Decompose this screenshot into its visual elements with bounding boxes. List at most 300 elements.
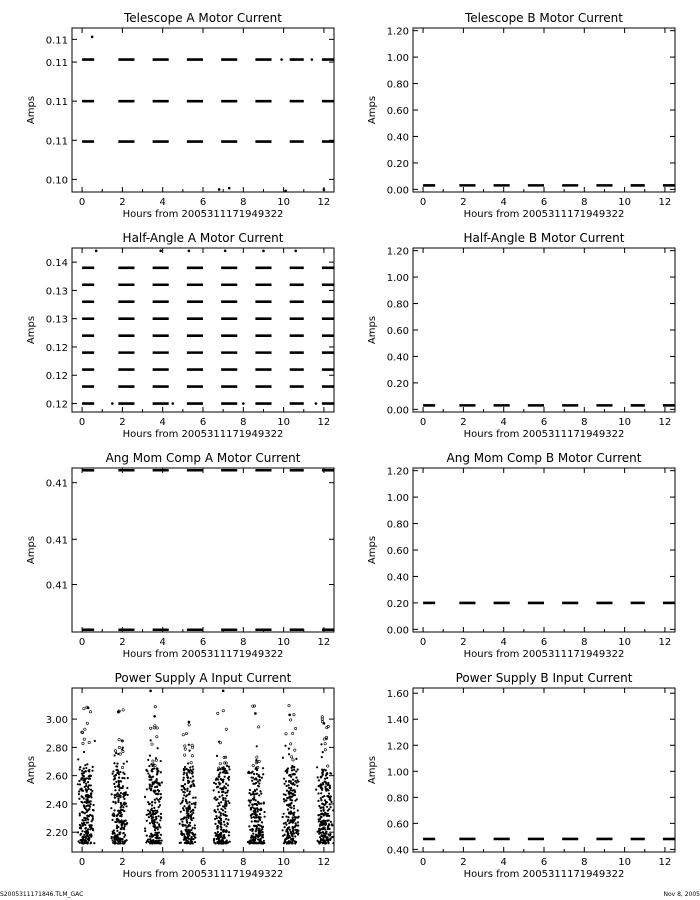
data-point	[155, 759, 157, 761]
x-tick-label: 8	[240, 857, 247, 868]
data-point	[115, 837, 117, 839]
data-point	[218, 802, 220, 804]
data-point	[83, 819, 85, 821]
data-point	[86, 794, 88, 796]
data-point	[286, 789, 288, 791]
y-tick-label: 0.60	[386, 546, 409, 557]
data-point	[321, 769, 323, 771]
chart-title: Ang Mom Comp A Motor Current	[105, 451, 301, 465]
data-point	[184, 835, 186, 837]
data-point	[85, 767, 87, 769]
data-point	[81, 777, 83, 779]
data-point	[258, 782, 260, 784]
data-point	[222, 831, 224, 833]
data-point	[154, 802, 156, 804]
data-point	[291, 834, 293, 836]
data-point	[291, 796, 293, 798]
data-point	[220, 819, 222, 821]
data-point	[292, 821, 294, 823]
data-point	[112, 815, 114, 817]
data-point	[86, 722, 88, 724]
data-point	[117, 814, 119, 816]
data-point	[320, 792, 322, 794]
data-point	[127, 777, 129, 779]
data-point	[90, 836, 92, 838]
x-tick-label: 10	[618, 197, 631, 208]
data-point	[157, 747, 159, 749]
data-point	[280, 58, 283, 61]
data-point	[117, 801, 119, 803]
data-point	[88, 838, 90, 840]
data-point	[222, 797, 224, 799]
data-point	[254, 803, 256, 805]
data-point	[156, 727, 158, 729]
panel-4	[26, 451, 334, 660]
data-point	[152, 822, 154, 824]
data-point	[248, 825, 250, 827]
data-point	[250, 814, 252, 816]
data-point	[187, 770, 189, 772]
data-point	[219, 823, 221, 825]
x-tick-label: 12	[317, 637, 331, 648]
data-point	[330, 772, 332, 774]
data-point	[86, 811, 88, 813]
data-point	[291, 793, 293, 795]
y-tick-label: 1.20	[386, 466, 409, 478]
data-point	[192, 783, 194, 785]
data-point	[320, 783, 322, 785]
data-point	[151, 842, 153, 844]
data-point	[123, 828, 125, 830]
data-point	[184, 766, 186, 768]
data-point	[124, 801, 126, 803]
data-point	[157, 837, 159, 839]
data-point	[118, 784, 120, 786]
data-point	[184, 783, 186, 785]
data-point	[227, 819, 229, 821]
data-point	[297, 821, 299, 823]
data-point	[189, 822, 191, 824]
data-point	[222, 813, 224, 815]
data-point	[260, 837, 262, 839]
data-point	[288, 748, 290, 750]
data-point	[321, 834, 323, 836]
data-point	[286, 837, 288, 839]
data-point	[213, 789, 215, 791]
data-point	[219, 796, 221, 798]
data-point	[215, 783, 217, 785]
data-point	[156, 736, 158, 738]
data-point	[123, 842, 125, 844]
data-point	[187, 810, 189, 812]
data-point	[147, 772, 149, 774]
data-point	[190, 829, 192, 831]
x-axis-label: Hours from 2005311171949322	[463, 649, 625, 660]
data-point	[283, 813, 285, 815]
data-point	[285, 815, 287, 817]
data-point	[146, 820, 148, 822]
data-point	[150, 763, 152, 765]
data-point	[156, 785, 158, 787]
data-point	[123, 777, 125, 779]
data-point	[324, 803, 326, 805]
data-point	[258, 816, 260, 818]
data-point	[287, 827, 289, 829]
data-point	[120, 802, 122, 804]
data-point	[242, 402, 245, 405]
data-point	[94, 740, 96, 742]
data-point	[156, 768, 158, 770]
data-point	[295, 822, 297, 824]
data-point	[156, 781, 158, 783]
data-point	[149, 822, 151, 824]
data-point	[320, 813, 322, 815]
data-point	[320, 832, 322, 834]
data-point	[88, 770, 90, 772]
data-point	[256, 778, 258, 780]
data-point	[219, 762, 221, 764]
data-point	[220, 801, 222, 803]
data-point	[290, 782, 292, 784]
data-point	[123, 763, 125, 765]
data-point	[82, 811, 84, 813]
data-point	[257, 824, 259, 826]
data-point	[261, 842, 263, 844]
data-point	[225, 818, 227, 820]
data-point	[220, 828, 222, 830]
data-point	[183, 794, 185, 796]
x-tick-label: 10	[618, 417, 631, 428]
data-point	[228, 768, 230, 770]
data-point	[320, 743, 322, 745]
data-point	[150, 814, 152, 816]
data-point	[223, 821, 225, 823]
data-point	[192, 817, 194, 819]
data-point	[159, 819, 161, 821]
data-point	[127, 794, 129, 796]
y-axis-label: Amps	[26, 535, 37, 565]
data-point	[154, 790, 156, 792]
x-tick-label: 8	[581, 857, 588, 868]
data-point	[327, 833, 329, 835]
data-point	[293, 784, 295, 786]
data-point	[257, 809, 259, 811]
data-point	[115, 781, 117, 783]
plot-frame	[413, 28, 675, 192]
data-point	[224, 250, 227, 253]
data-point	[156, 810, 158, 812]
data-point	[225, 825, 227, 827]
data-point	[157, 828, 159, 830]
data-point	[154, 786, 156, 788]
data-point	[114, 786, 116, 788]
data-point	[326, 788, 328, 790]
data-point	[254, 789, 256, 791]
data-point	[113, 762, 115, 764]
data-point	[191, 755, 193, 757]
data-point	[184, 838, 186, 840]
data-point	[116, 795, 118, 797]
data-point	[157, 793, 159, 795]
data-point	[256, 788, 258, 790]
data-point	[191, 803, 193, 805]
data-point	[160, 842, 162, 844]
data-point	[116, 763, 118, 765]
data-point	[292, 832, 294, 834]
x-tick-label: 10	[277, 417, 290, 428]
data-point	[259, 790, 261, 792]
data-point	[161, 781, 163, 783]
data-point	[326, 806, 328, 808]
data-point	[123, 773, 125, 775]
data-point	[288, 753, 290, 755]
data-point	[111, 819, 113, 821]
data-point	[294, 250, 297, 253]
data-point	[116, 830, 118, 832]
data-point	[296, 779, 298, 781]
data-point	[263, 811, 265, 813]
data-point	[325, 769, 327, 771]
data-point	[156, 773, 158, 775]
data-point	[150, 809, 152, 811]
data-point	[290, 787, 292, 789]
data-point	[288, 704, 290, 706]
x-tick-label: 8	[581, 197, 588, 208]
x-tick-label: 6	[540, 197, 548, 208]
data-point	[326, 777, 328, 779]
data-point	[192, 809, 194, 811]
data-point	[262, 250, 265, 253]
y-tick-label: 0.12	[45, 342, 68, 354]
data-point	[87, 821, 89, 823]
data-point	[328, 815, 330, 817]
y-tick-label: 0.14	[45, 258, 68, 270]
data-point	[218, 188, 221, 191]
data-point	[125, 839, 127, 841]
data-point	[187, 762, 189, 764]
data-point	[288, 840, 290, 842]
data-point	[182, 833, 184, 835]
data-point	[87, 706, 90, 709]
data-point	[250, 841, 252, 843]
panel-2	[26, 231, 334, 440]
data-point	[249, 801, 251, 803]
x-tick-label: 6	[199, 857, 207, 868]
data-point	[283, 778, 285, 780]
data-point	[78, 793, 80, 795]
y-tick-label: 0.13	[45, 286, 68, 298]
data-point	[293, 814, 295, 816]
data-point	[114, 789, 116, 791]
data-point	[258, 818, 260, 820]
y-tick-label: 0.20	[386, 598, 409, 610]
y-tick-label: 0.00	[386, 185, 409, 197]
x-tick-label: 10	[277, 637, 290, 648]
x-tick-label: 4	[500, 857, 507, 868]
data-point	[322, 803, 324, 805]
data-point	[190, 762, 192, 764]
data-point	[257, 775, 259, 777]
x-tick-label: 8	[240, 417, 247, 428]
data-point	[327, 783, 329, 785]
data-point	[149, 779, 151, 781]
data-point	[254, 783, 256, 785]
data-point	[262, 836, 264, 838]
data-point	[160, 816, 162, 818]
data-point	[257, 785, 259, 787]
data-point	[85, 785, 87, 787]
data-point	[192, 833, 194, 835]
data-point	[326, 801, 328, 803]
data-point	[183, 754, 185, 756]
data-point	[152, 820, 154, 822]
data-point	[79, 768, 81, 770]
data-point	[284, 826, 286, 828]
data-point	[262, 773, 264, 775]
data-point	[216, 798, 218, 800]
data-point	[122, 750, 124, 752]
y-tick-label: 0.20	[386, 378, 409, 390]
data-point	[161, 840, 163, 842]
data-point	[252, 791, 254, 793]
chart-title: Ang Mom Comp B Motor Current	[446, 451, 642, 465]
data-point	[331, 836, 333, 838]
data-point	[327, 827, 329, 829]
data-point	[184, 824, 186, 826]
data-point	[320, 816, 322, 818]
data-point	[285, 794, 287, 796]
data-point	[291, 769, 293, 771]
data-point	[320, 810, 322, 812]
data-point	[79, 824, 81, 826]
x-tick-label: 4	[159, 417, 166, 428]
data-point	[213, 839, 215, 841]
data-point	[222, 835, 224, 837]
data-point	[79, 766, 81, 768]
data-point	[152, 813, 154, 815]
data-point	[90, 792, 92, 794]
x-tick-label: 2	[119, 637, 126, 648]
data-point	[194, 806, 196, 808]
data-point	[293, 766, 295, 768]
data-point	[144, 827, 146, 829]
data-point	[288, 787, 290, 789]
x-tick-label: 0	[419, 197, 427, 208]
data-point	[155, 841, 157, 843]
data-point	[149, 727, 151, 729]
data-point	[187, 776, 189, 778]
data-point	[254, 820, 256, 822]
data-point	[120, 807, 122, 809]
data-point	[110, 807, 112, 809]
data-point	[89, 778, 91, 780]
data-point	[285, 822, 287, 824]
y-tick-label: 0.41	[45, 535, 68, 547]
data-point	[258, 842, 260, 844]
y-tick-label: 2.60	[45, 771, 68, 783]
data-point	[183, 769, 185, 771]
data-point	[325, 786, 327, 788]
data-point	[185, 816, 187, 818]
data-point	[220, 840, 222, 842]
data-point	[185, 799, 187, 801]
chart-title: Power Supply A Input Current	[114, 671, 292, 685]
data-point	[217, 825, 219, 827]
data-point	[248, 799, 250, 801]
data-point	[296, 785, 298, 787]
x-tick-label: 8	[240, 637, 247, 648]
y-tick-label: 0.41	[45, 478, 68, 490]
data-point	[114, 838, 116, 840]
data-point	[190, 840, 192, 842]
data-point	[182, 733, 184, 735]
data-point	[285, 785, 287, 787]
data-point	[86, 763, 88, 765]
x-tick-label: 12	[658, 197, 672, 208]
data-point	[322, 831, 324, 833]
data-point	[222, 771, 224, 773]
panel-6	[26, 671, 334, 880]
data-point	[81, 830, 83, 832]
data-point	[324, 778, 326, 780]
data-point	[320, 786, 322, 788]
data-point	[257, 820, 259, 822]
data-point	[218, 837, 220, 839]
data-point	[191, 773, 193, 775]
data-point	[217, 805, 219, 807]
data-point	[83, 781, 85, 783]
data-point	[123, 820, 125, 822]
data-point	[159, 250, 162, 253]
data-point	[290, 807, 292, 809]
x-tick-label: 0	[78, 637, 86, 648]
data-point	[115, 821, 117, 823]
data-point	[252, 833, 254, 835]
data-point	[117, 780, 119, 782]
data-point	[318, 779, 320, 781]
data-point	[189, 766, 191, 768]
data-point	[259, 834, 261, 836]
data-point	[224, 797, 226, 799]
data-point	[257, 780, 259, 782]
data-point	[282, 757, 284, 759]
data-point	[180, 833, 182, 835]
data-point	[85, 783, 87, 785]
data-point	[251, 828, 253, 830]
data-point	[213, 841, 215, 843]
data-point	[327, 825, 329, 827]
data-point	[256, 773, 258, 775]
data-point	[322, 806, 324, 808]
data-point	[189, 790, 191, 792]
chart-title: Power Supply B Input Current	[455, 671, 633, 685]
data-point	[257, 838, 259, 840]
data-point	[261, 828, 263, 830]
chart-title: Half-Angle B Motor Current	[463, 231, 625, 245]
data-point	[187, 813, 189, 815]
data-point	[117, 711, 120, 714]
data-point	[217, 712, 219, 714]
data-point	[155, 818, 157, 820]
data-point	[216, 778, 218, 780]
data-point	[181, 789, 183, 791]
data-point	[121, 766, 123, 768]
data-point	[119, 771, 121, 773]
data-point	[191, 813, 193, 815]
data-point	[282, 829, 284, 831]
data-point	[150, 789, 152, 791]
x-tick-label: 6	[199, 197, 207, 208]
